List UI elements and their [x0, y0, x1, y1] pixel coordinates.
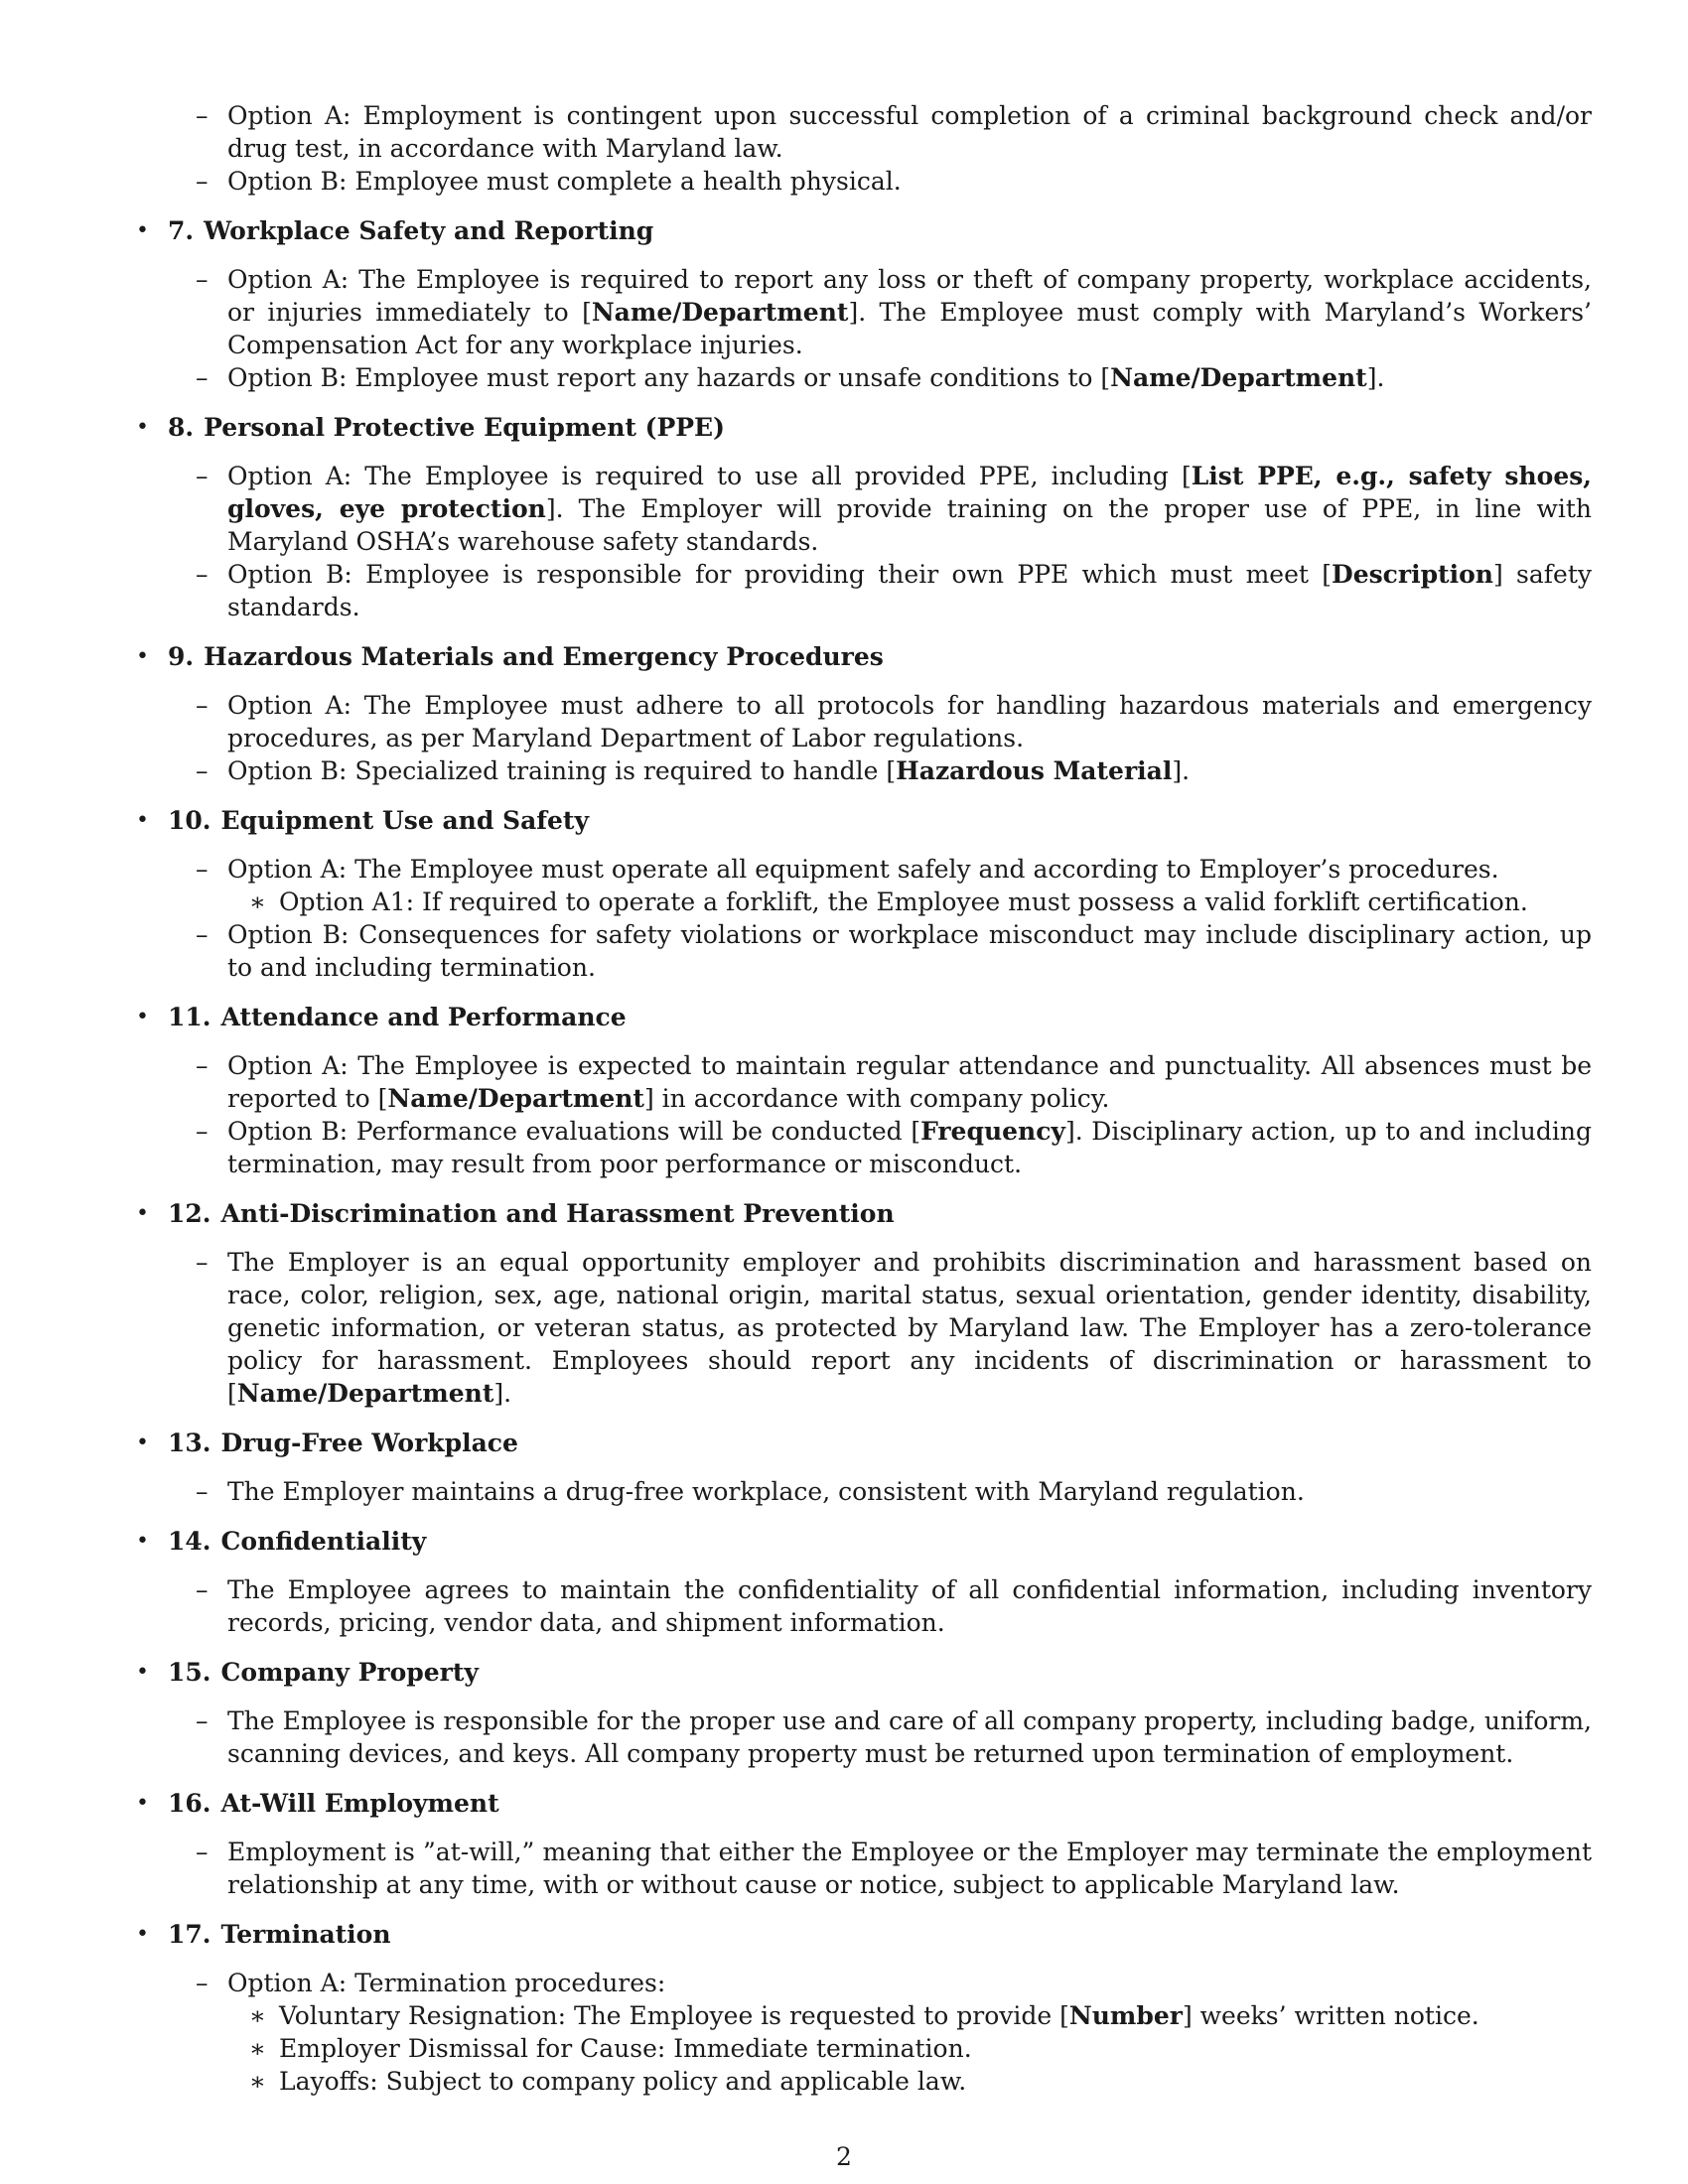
- option-text: ]. The Employee must comply with Maryland’s Workers’ Compensation Act for any workplace injuries.: [227, 298, 1592, 359]
- option-text: ].: [1366, 363, 1385, 392]
- list-item: [196, 1246, 1592, 1410]
- dash-marker: –: [196, 363, 209, 392]
- section-title: Termination: [220, 1920, 391, 1949]
- section-at-will-employment: [136, 1787, 1592, 1901]
- section-title: Hazardous Materials and Emergency Procedures: [204, 642, 884, 671]
- section-heading: [168, 640, 1592, 673]
- option-text: Option B: Employee must report any hazards or unsafe conditions to [: [227, 363, 1111, 392]
- page-content: [136, 99, 1592, 2098]
- list-item: [196, 1573, 1592, 1639]
- options-list: [168, 853, 1592, 984]
- section-number: 14.: [168, 1527, 211, 1556]
- option-text: Option A: The Employee is expected to maintain regular attendance and punctuality. All absences must be reported to [: [227, 1051, 1592, 1113]
- bullet-marker: •: [136, 1529, 149, 1554]
- section-equipment-use: [136, 804, 1592, 984]
- list-item: [196, 689, 1592, 754]
- section-company-property: [136, 1656, 1592, 1770]
- option-text: Employment is ”at-will,” meaning that either the Employee or the Employer may terminate the employment relationship at any time, with or without cause or notice, subject to applicable Maryland law.: [227, 1838, 1592, 1899]
- star-marker: ∗: [249, 2001, 266, 2030]
- bullet-marker: •: [136, 1922, 149, 1947]
- option-text: Option A: The Employee is required to use all provided PPE, including [: [227, 462, 1192, 490]
- option-text: Option B: Employee must complete a health physical.: [227, 167, 902, 196]
- list-item: [196, 1475, 1592, 1508]
- section-number: 16.: [168, 1789, 211, 1818]
- dash-marker: –: [196, 1575, 209, 1604]
- option-text: ]. The Employer will provide training on the proper use of PPE, in line with Maryland OSHA’s warehouse safety standards.: [227, 494, 1592, 556]
- list-item: [196, 1705, 1592, 1770]
- dash-marker: –: [196, 1248, 209, 1277]
- options-list: [168, 1475, 1592, 1508]
- dash-marker: –: [196, 1838, 209, 1866]
- section-title: Equipment Use and Safety: [220, 806, 590, 835]
- section-heading: [168, 804, 1592, 837]
- dash-marker: –: [196, 920, 209, 949]
- list-item: [196, 263, 1592, 361]
- option-text: ]. Disciplinary action, up to and including termination, may result from poor performance or misconduct.: [227, 1117, 1592, 1178]
- dash-marker: –: [196, 167, 209, 196]
- dash-marker: –: [196, 1117, 209, 1146]
- section-title: At-Will Employment: [220, 1789, 499, 1818]
- section-heading: [168, 1918, 1592, 1951]
- dash-marker: –: [196, 101, 209, 130]
- options-list: [168, 689, 1592, 787]
- option-text: Option B: Consequences for safety violations or workplace misconduct may include disciplinary action, up to and including termination.: [227, 920, 1592, 982]
- list-item: [249, 1999, 1592, 2032]
- option-text: ].: [1172, 756, 1191, 785]
- dash-marker: –: [196, 756, 209, 785]
- placeholder-field: Number: [1068, 2001, 1183, 2030]
- star-marker: ∗: [249, 887, 266, 916]
- continued-options-list: [196, 99, 1592, 198]
- dash-marker: –: [196, 1706, 209, 1735]
- bullet-marker: •: [136, 808, 149, 833]
- options-list: [168, 1573, 1592, 1639]
- list-item: [196, 918, 1592, 984]
- bullet-marker: •: [136, 644, 149, 669]
- list-item: [196, 99, 1592, 165]
- dash-marker: –: [196, 855, 209, 884]
- section-heading: [168, 1001, 1592, 1033]
- bullet-marker: •: [136, 1660, 149, 1685]
- dash-marker: –: [196, 560, 209, 589]
- section-attendance: [136, 1001, 1592, 1180]
- section-ppe: [136, 411, 1592, 623]
- option-text: Option A: Termination procedures:: [227, 1969, 666, 1997]
- dash-marker: –: [196, 691, 209, 720]
- placeholder-field: Hazardous Material: [896, 756, 1173, 785]
- section-number: 11.: [168, 1003, 211, 1031]
- star-marker: ∗: [249, 2067, 266, 2096]
- option-text: The Employee is responsible for the proper use and care of all company property, including badge, uniform, scanning devices, and keys. All company property must be returned upon termination of employment.: [227, 1706, 1592, 1768]
- placeholder-field: Name/Department: [1110, 363, 1367, 392]
- sub-options-list: [227, 1999, 1592, 2098]
- option-text: Employer Dismissal for Cause: Immediate termination.: [279, 2034, 972, 2063]
- options-list: [168, 1049, 1592, 1180]
- list-item: [249, 2065, 1592, 2098]
- bullet-marker: •: [136, 1201, 149, 1226]
- option-text: Option B: Specialized training is required to handle [: [227, 756, 897, 785]
- section-heading: [168, 214, 1592, 247]
- options-list: [168, 1836, 1592, 1901]
- placeholder-field: Frequency: [920, 1117, 1065, 1146]
- section-anti-discrimination: [136, 1197, 1592, 1410]
- list-item: [196, 1115, 1592, 1180]
- option-text: Layoffs: Subject to company policy and applicable law.: [279, 2067, 967, 2096]
- section-hazardous-materials: [136, 640, 1592, 787]
- placeholder-field: Description: [1332, 560, 1493, 589]
- section-title: Workplace Safety and Reporting: [204, 216, 654, 245]
- placeholder-field: List PPE, e.g., safety shoes, gloves, eye protection: [227, 462, 1593, 523]
- section-title: Personal Protective Equipment (PPE): [204, 413, 725, 442]
- page-number: 2: [836, 2142, 852, 2171]
- section-number: 7.: [168, 216, 195, 245]
- list-item: [196, 361, 1592, 394]
- bullet-marker: •: [136, 1791, 149, 1816]
- options-list: [168, 1705, 1592, 1770]
- dash-marker: –: [196, 1051, 209, 1080]
- dash-marker: –: [196, 1477, 209, 1506]
- dash-marker: –: [196, 265, 209, 294]
- section-termination: [136, 1918, 1592, 2098]
- list-item: [196, 853, 1592, 918]
- list-item: [196, 1049, 1592, 1115]
- bullet-marker: •: [136, 415, 149, 440]
- list-item: [196, 460, 1593, 558]
- option-text: Option A: The Employee must operate all equipment safely and according to Employer’s procedures.: [227, 855, 1499, 884]
- sub-options-list: [227, 886, 1592, 918]
- list-item: [196, 558, 1592, 623]
- option-text: Option B: Performance evaluations will be conducted [: [227, 1117, 921, 1146]
- option-text: Option A: The Employee must adhere to all protocols for handling hazardous materials and emergency procedures, as per Maryland Department of Labor regulations.: [227, 691, 1592, 752]
- section-heading: [168, 1656, 1592, 1689]
- section-number: 9.: [168, 642, 195, 671]
- list-item: [249, 886, 1592, 918]
- option-text: The Employer maintains a drug-free workplace, consistent with Maryland regulation.: [227, 1477, 1305, 1506]
- dash-marker: –: [196, 462, 209, 490]
- section-title: Company Property: [220, 1658, 479, 1687]
- list-item: [196, 1836, 1592, 1901]
- option-text: ] weeks’ written notice.: [1182, 2001, 1479, 2030]
- star-marker: ∗: [249, 2034, 266, 2063]
- dash-marker: –: [196, 1969, 209, 1997]
- option-text: ].: [493, 1379, 512, 1408]
- option-text: The Employee agrees to maintain the confidentiality of all confidential information, including inventory records, pricing, vendor data, and shipment information.: [227, 1575, 1592, 1637]
- bullet-marker: •: [136, 1431, 149, 1455]
- section-title: Confidentiality: [220, 1527, 427, 1556]
- option-text: ] safety standards.: [227, 560, 1592, 621]
- section-number: 12.: [168, 1199, 211, 1228]
- section-number: 8.: [168, 413, 195, 442]
- section-title: Attendance and Performance: [220, 1003, 627, 1031]
- section-drug-free: [136, 1427, 1592, 1508]
- bullet-marker: •: [136, 1005, 149, 1029]
- placeholder-field: Name/Department: [591, 298, 849, 327]
- section-title: Drug-Free Workplace: [220, 1429, 518, 1457]
- option-text: ] in accordance with company policy.: [643, 1084, 1110, 1113]
- option-text: Option A1: If required to operate a forklift, the Employee must possess a valid forklift certification.: [279, 887, 1528, 916]
- options-list: [168, 460, 1592, 623]
- list-item: [196, 165, 1592, 198]
- options-list: [168, 1246, 1592, 1410]
- section-heading: [168, 1525, 1592, 1558]
- section-number: 17.: [168, 1920, 211, 1949]
- list-item: [196, 754, 1592, 787]
- option-text: Option A: The Employee is required to report any loss or theft of company property, workplace accidents, or injuries immediately to [: [227, 265, 1592, 327]
- list-item: [249, 2032, 1592, 2065]
- sections-list: [136, 214, 1592, 2098]
- option-text: The Employer is an equal opportunity employer and prohibits discrimination and harassment based on race, color, religion, sex, age, national origin, marital status, sexual orientation, gender identity, disability, genetic information, or veteran status, as protected by Maryland law. The Employer has a zero-tolerance policy for harassment. Employees should report any incidents of discrimination or harassment to [: [227, 1248, 1592, 1408]
- section-heading: [168, 1787, 1592, 1820]
- option-text: Option A: Employment is contingent upon successful completion of a criminal background check and/or drug test, in accordance with Maryland law.: [227, 101, 1592, 163]
- bullet-marker: •: [136, 218, 149, 243]
- placeholder-field: Name/Department: [236, 1379, 494, 1408]
- placeholder-field: Name/Department: [387, 1084, 644, 1113]
- options-list: [168, 1967, 1592, 2098]
- section-workplace-safety: [136, 214, 1592, 394]
- section-confidentiality: [136, 1525, 1592, 1639]
- section-title: Anti-Discrimination and Harassment Prevention: [220, 1199, 895, 1228]
- option-text: Voluntary Resignation: The Employee is requested to provide [: [279, 2001, 1069, 2030]
- option-text: Option B: Employee is responsible for providing their own PPE which must meet [: [227, 560, 1333, 589]
- section-heading: [168, 411, 1592, 444]
- section-number: 10.: [168, 806, 211, 835]
- section-heading: [168, 1427, 1592, 1459]
- options-list: [168, 263, 1592, 394]
- section-number: 13.: [168, 1429, 211, 1457]
- section-number: 15.: [168, 1658, 211, 1687]
- list-item: [196, 1967, 1592, 2098]
- section-heading: [168, 1197, 1592, 1230]
